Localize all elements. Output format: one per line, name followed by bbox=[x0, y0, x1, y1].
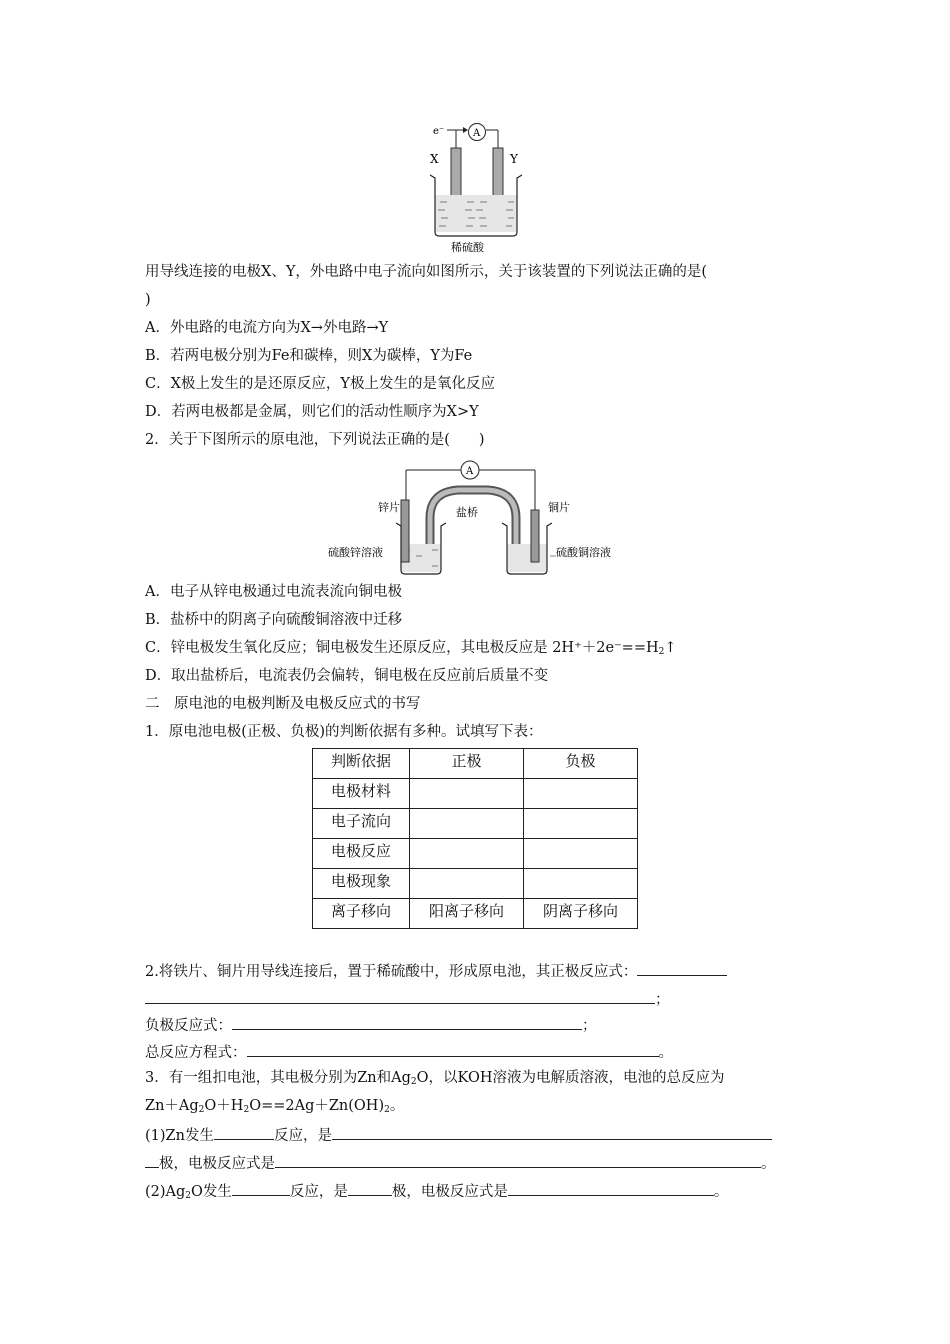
zinc-label: 锌片 bbox=[378, 501, 400, 514]
table-cell: 电子流向 bbox=[313, 809, 410, 839]
electrode-judgment-table bbox=[312, 748, 638, 929]
p2-total: 总反应方程式： 。 bbox=[145, 1041, 673, 1063]
table-cell: 电极反应 bbox=[313, 839, 410, 869]
solution-label: 稀硫酸 bbox=[451, 241, 484, 254]
table-row bbox=[313, 839, 638, 869]
figure-salt-bridge-cell bbox=[328, 458, 628, 578]
zinc-electrode bbox=[401, 500, 409, 562]
answer-blank[interactable] bbox=[332, 1124, 772, 1140]
copper-label: 铜片 bbox=[548, 501, 570, 514]
acid-solution bbox=[435, 195, 517, 232]
q2-option-d: D．取出盐桥后，电流表仍会偏转，铜电极在反应前后质量不变 bbox=[145, 668, 549, 684]
p3-stem: 3．有一组扣电池，其电极分别为Zn和$Ag_2O$，以KOH溶液为电解质溶液，电池的总反应为 bbox=[145, 1070, 725, 1087]
section-title: 二 原电池的电极判断及电极反应式的书写 bbox=[145, 696, 421, 712]
electrode-x-label: X bbox=[430, 152, 439, 166]
table-cell: 阴离子移向 bbox=[524, 899, 638, 929]
table-cell bbox=[410, 839, 524, 869]
table-cell bbox=[524, 809, 638, 839]
q1-option-d: D．若两电极都是金属，则它们的活动性顺序为X>Y bbox=[145, 404, 479, 420]
p3-equation: $Zn+Ag_2O+H_2O==2Ag+Zn(OH)_2$。 bbox=[145, 1098, 405, 1115]
bridge-label: 盐桥 bbox=[456, 506, 478, 519]
salt-bridge bbox=[430, 490, 516, 562]
q2-option-b: B．盐桥中的阴离子向硫酸铜溶液中迁移 bbox=[145, 612, 403, 628]
p1-stem: 1．原电池电极(正极、负极)的判断依据有多种。试填写下表： bbox=[145, 724, 543, 740]
answer-blank[interactable] bbox=[637, 960, 727, 976]
answer-blank[interactable] bbox=[145, 988, 655, 1004]
zinc-solution-label: 硫酸锌溶液 bbox=[328, 546, 383, 559]
answer-blank[interactable] bbox=[508, 1180, 714, 1196]
table-header-row bbox=[313, 749, 638, 779]
table-header: 正极 bbox=[410, 749, 524, 779]
q2-stem: 2．关于下图所示的原电池，下列说法正确的是( ) bbox=[145, 432, 485, 448]
table-row bbox=[313, 869, 638, 899]
answer-blank[interactable] bbox=[145, 1152, 159, 1168]
table-cell bbox=[410, 809, 524, 839]
table-cell bbox=[410, 779, 524, 809]
table-row bbox=[313, 809, 638, 839]
ammeter-label: A bbox=[473, 128, 481, 139]
q1-option-a: A．外电路的电流方向为X→外电路→Y bbox=[145, 320, 389, 336]
p3-sub2: $(2)Ag_2O$发生 反应，是 极，电极反应式是 。 bbox=[145, 1180, 728, 1206]
table-cell: 阳离子移向 bbox=[410, 899, 524, 929]
table-row bbox=[313, 899, 638, 929]
p2-line2: ； bbox=[145, 988, 670, 1010]
answer-blank[interactable] bbox=[247, 1041, 659, 1057]
answer-blank[interactable] bbox=[348, 1180, 392, 1196]
table-cell bbox=[410, 869, 524, 899]
q1-option-b: B．若两电极分别为Fe和碳棒，则X为碳棒，Y为Fe bbox=[145, 348, 473, 364]
electrode-y-label: Y bbox=[510, 152, 518, 166]
p2-stem: 2.将铁片、铜片用导线连接后，置于稀硫酸中，形成原电池，其正极反应式： bbox=[145, 960, 727, 982]
copper-electrode bbox=[531, 510, 539, 562]
table-cell: 电极材料 bbox=[313, 779, 410, 809]
copper-sulfate-solution bbox=[507, 544, 547, 572]
table-header: 负极 bbox=[524, 749, 638, 779]
electron-label: e⁻ bbox=[433, 126, 445, 137]
q1-stem: 用导线连接的电极X、Y，外电路中电子流向如图所示，关于该装置的下列说法正确的是( bbox=[145, 264, 708, 280]
table-header: 判断依据 bbox=[313, 749, 410, 779]
table-cell: 电极现象 bbox=[313, 869, 410, 899]
q1-option-c: C．X极上发生的是还原反应，Y极上发生的是氧化反应 bbox=[145, 376, 495, 392]
q1-stem-end: ) bbox=[145, 292, 151, 308]
table-cell bbox=[524, 779, 638, 809]
table-row bbox=[313, 779, 638, 809]
table-cell bbox=[524, 839, 638, 869]
answer-blank[interactable] bbox=[232, 1014, 582, 1030]
table-cell bbox=[524, 869, 638, 899]
answer-blank[interactable] bbox=[232, 1180, 290, 1196]
ammeter-label: A bbox=[466, 466, 474, 477]
p3-sub1: (1)Zn发生 反应，是 bbox=[145, 1124, 772, 1146]
answer-blank[interactable] bbox=[214, 1124, 274, 1140]
figure-simple-cell bbox=[420, 120, 530, 255]
p2-negative: 负极反应式： ； bbox=[145, 1014, 597, 1036]
p3-sub1-cont: 极，电极反应式是 。 bbox=[145, 1152, 776, 1174]
q2-option-c: C．锌电极发生氧化反应；铜电极发生还原反应，其电极反应是 $2H^++2e^-==H_2↑$ bbox=[145, 640, 677, 657]
copper-solution-label: 硫酸铜溶液 bbox=[556, 546, 611, 559]
answer-blank[interactable] bbox=[275, 1152, 761, 1168]
q2-option-a: A．电子从锌电极通过电流表流向铜电极 bbox=[145, 584, 402, 600]
table-cell: 离子移向 bbox=[313, 899, 410, 929]
